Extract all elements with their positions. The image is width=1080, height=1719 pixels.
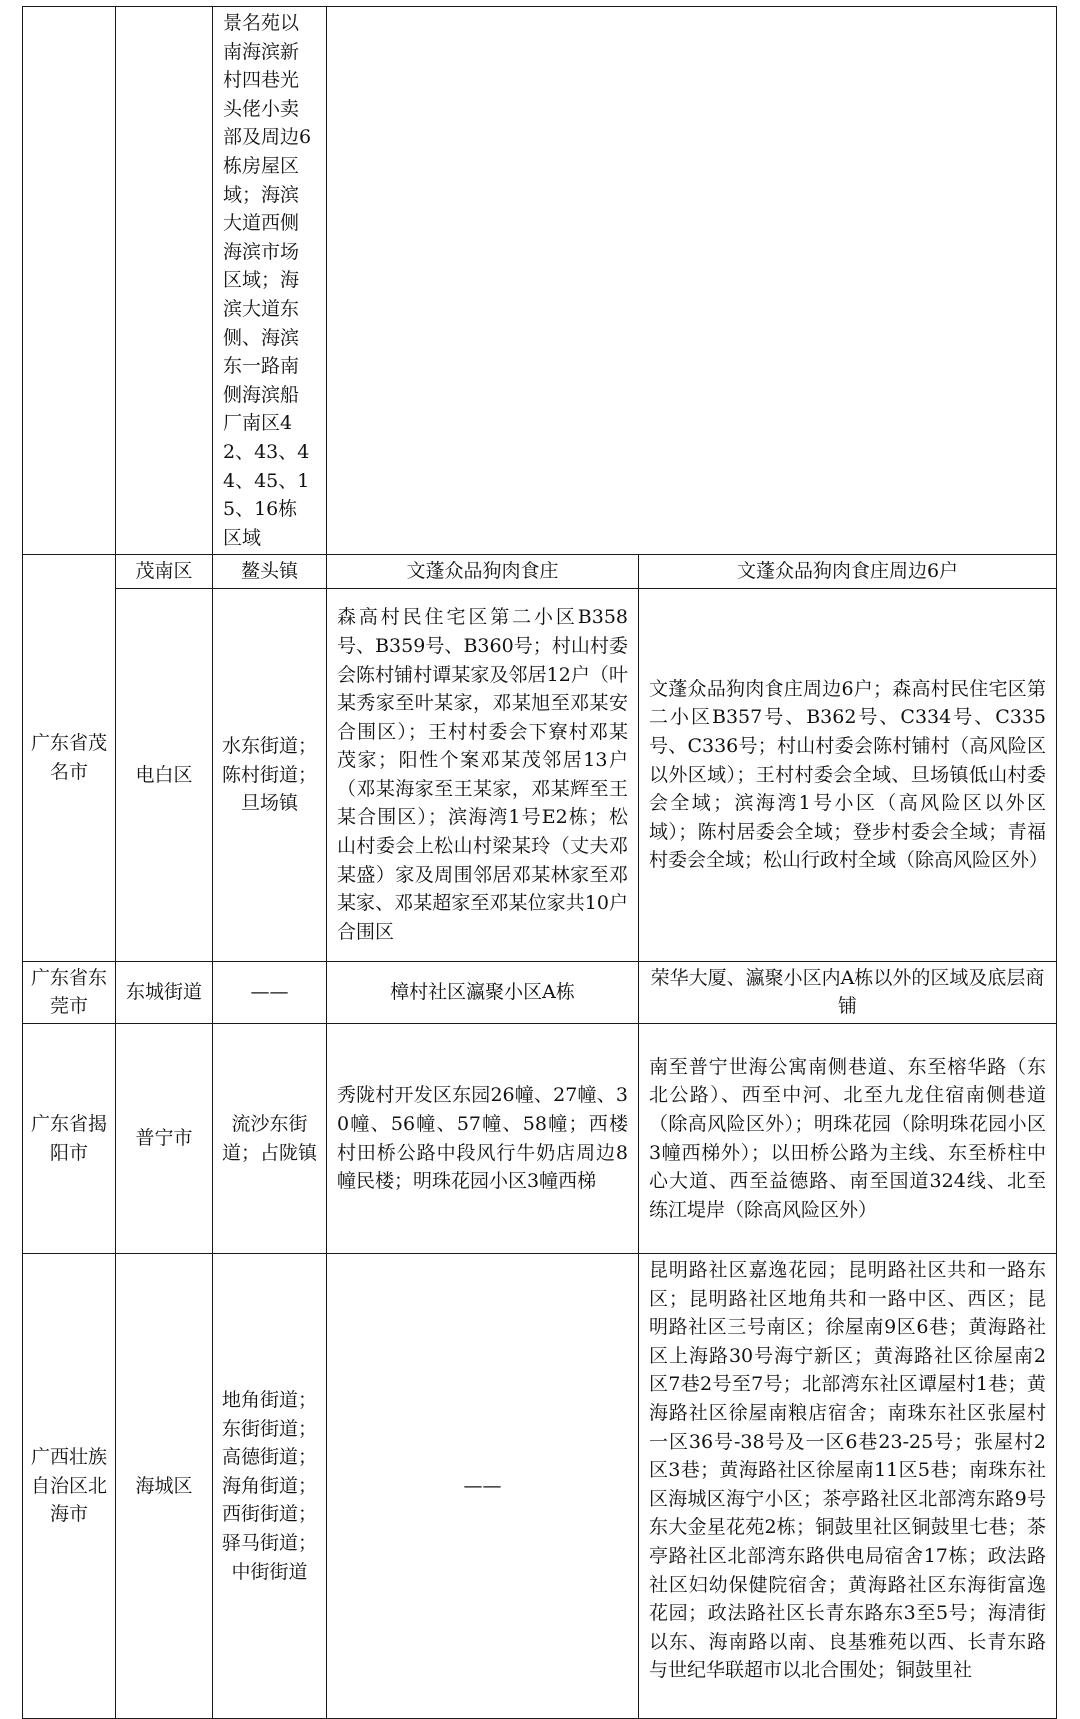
province-city-cell: 广东省茂名市 bbox=[23, 555, 116, 962]
district-cell: 普宁市 bbox=[116, 1024, 213, 1254]
high-risk-area-cell: —— bbox=[327, 1254, 639, 1719]
table-row bbox=[23, 1024, 1057, 1254]
medium-risk-area-cell: 昆明路社区嘉逸花园；昆明路社区共和一路东区；昆明路社区地角共和一路中区、西区；昆明路社区三号南区；徐屋南9区6巷；黄海路社区上海路30号海宁新区；黄海路社区徐屋南2区7巷2号至7号；北部湾东社区谭屋村1巷；黄海路社区徐屋南粮店宿舍；南珠东社区张屋村一区36号-38号及一区6巷23-25号；张屋村2区3巷；黄海路社区徐屋南11区5巷；南珠东社区海城区海宁小区；茶亭路社区北部湾东路9号东大金星花苑2栋；铜鼓里社区铜鼓里七巷；茶亭路社区北部湾东路供电局宿舍17栋；政法路社区妇幼保健院宿舍；黄海路社区东海街富逸花园；政法路社区长青东路东3至5号；海清街以东、海南路以南、良基雅苑以西、长青东路与世纪华联超市以北合围处；铜鼓里社 bbox=[639, 1254, 1057, 1719]
district-cell: 海城区 bbox=[116, 1254, 213, 1719]
province-city-cell: 广东省东莞市 bbox=[23, 961, 116, 1023]
high-risk-area-cell: 景名苑以南海滨新村四巷光头佬小卖部及周边6栋房屋区域；海滨大道西侧海滨市场区域；海滨大道东侧、海滨东一路南侧海滨船厂南区42、43、44、45、15、16栋区域 bbox=[213, 7, 327, 555]
town-cell: 流沙东街道；占陇镇 bbox=[213, 1024, 327, 1254]
medium-risk-area-cell: 文蓬众品狗肉食庄周边6户；森高村民住宅区第二小区B357号、B362号、C334号、C335号、C336号；村山村委会陈村铺村（高风险区以外区域）；王村村委会全域、旦场镇低山村委会全域；滨海湾1号小区（高风险区以外区域）；陈村居委会全域；登步村委会全域；青福村委会全域；松山行政村全域（除高风险区外） bbox=[639, 588, 1057, 961]
town-cell: —— bbox=[213, 961, 327, 1023]
table-row bbox=[23, 555, 1057, 589]
table-row bbox=[23, 7, 1057, 555]
medium-risk-area-cell: 荣华大厦、瀛聚小区内A栋以外的区域及底层商铺 bbox=[639, 961, 1057, 1023]
table-row bbox=[23, 588, 1057, 961]
table-row bbox=[23, 961, 1057, 1023]
district-cell bbox=[116, 7, 213, 555]
province-city-cell: 广东省揭阳市 bbox=[23, 1024, 116, 1254]
medium-risk-area-cell: 南至普宁世海公寓南侧巷道、东至榕华路（东北公路）、西至中河、北至九龙住宿南侧巷道（除高风险区外）；明珠花园（除明珠花园小区3幢西梯外）；以田桥公路为主线、东至桥柱中心大道、西至益德路、南至国道324线、北至练江堤岸（除高风险区外） bbox=[639, 1024, 1057, 1254]
town-cell: 鳌头镇 bbox=[213, 555, 327, 589]
high-risk-area-cell: 森高村民住宅区第二小区B358号、B359号、B360号；村山村委会陈村铺村谭某家及邻居12户（叶某秀家至叶某家，邓某旭至邓某安合围区）；王村村委会下寮村邓某茂家；阳性个案邓某茂邻居13户（邓某海家至王某家，邓某辉至王某合围区）；滨海湾1号E2栋；松山村委会上松山村梁某玲（丈夫邓某盛）家及周围邻居邓某林家至邓某家、邓某超家至邓某位家共10户合围区 bbox=[327, 588, 639, 961]
risk-area-table bbox=[22, 6, 1057, 1719]
district-cell: 东城街道 bbox=[116, 961, 213, 1023]
province-city-cell: 广西壮族自治区北海市 bbox=[23, 1254, 116, 1719]
high-risk-area-cell: 文蓬众品狗肉食庄 bbox=[327, 555, 639, 589]
province-city-cell bbox=[23, 7, 116, 555]
district-cell: 电白区 bbox=[116, 588, 213, 961]
table-row bbox=[23, 1254, 1057, 1719]
town-cell: 地角街道；东街街道；高德街道；海角街道；西街街道；驿马街道；中街街道 bbox=[213, 1254, 327, 1719]
high-risk-area-cell: 秀陇村开发区东园26幢、27幢、30幢、56幢、57幢、58幢；西楼村田桥公路中段风行牛奶店周边8幢民楼；明珠花园小区3幢西梯 bbox=[327, 1024, 639, 1254]
high-risk-area-cell: 樟村社区瀛聚小区A栋 bbox=[327, 961, 639, 1023]
district-cell: 茂南区 bbox=[116, 555, 213, 589]
medium-risk-area-cell bbox=[327, 7, 1057, 555]
medium-risk-area-cell: 文蓬众品狗肉食庄周边6户 bbox=[639, 555, 1057, 589]
town-cell: 水东街道；陈村街道；旦场镇 bbox=[213, 588, 327, 961]
